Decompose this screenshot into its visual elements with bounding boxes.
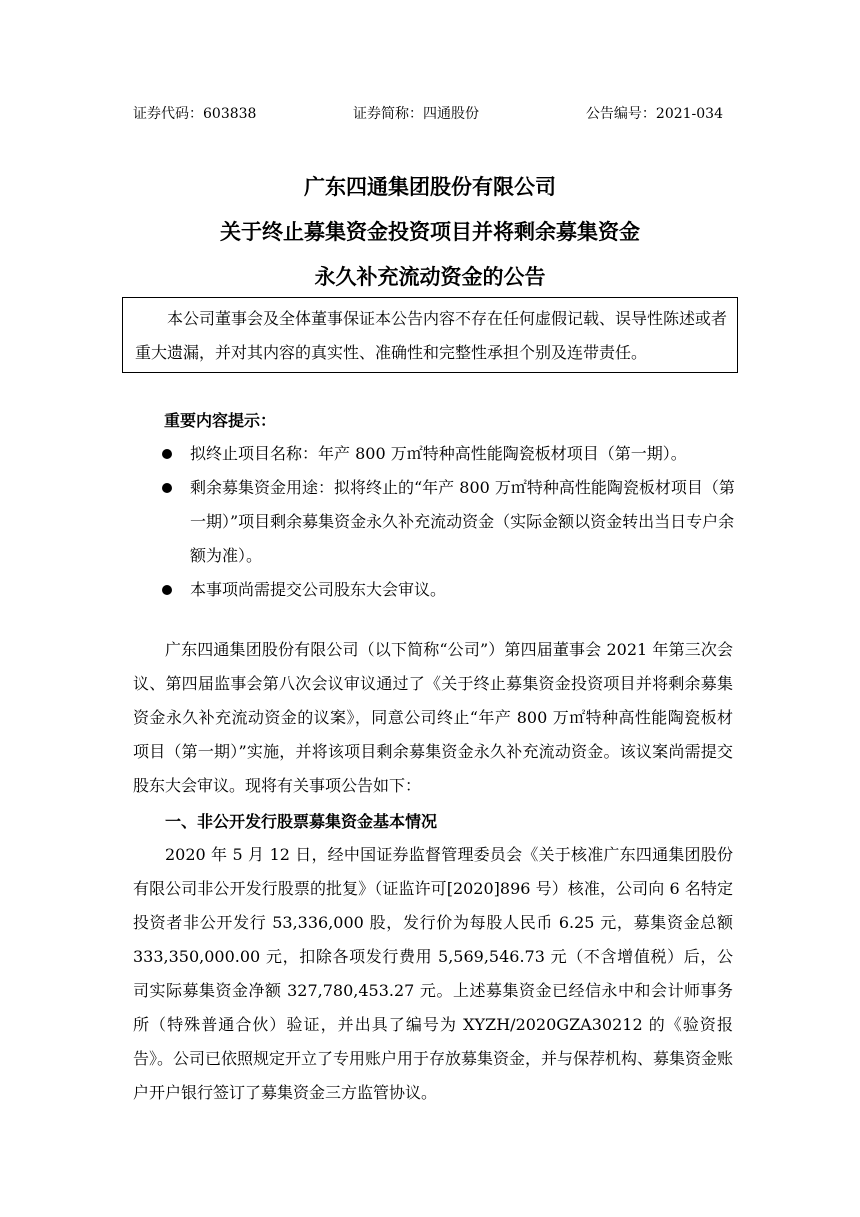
key-points-list [160, 437, 735, 607]
key-point-text: 本事项尚需提交公司股东大会审议。 [190, 580, 447, 599]
section1-paragraph [133, 838, 733, 1110]
bullet-icon [162, 483, 172, 493]
key-point-item [160, 437, 735, 471]
key-point-text: 剩余募集资金用途：拟将终止的“年产 800 万㎡特种高性能陶瓷板材项目（第一期）”项目剩余募集资金永久补充流动资金（实际金额以资金转出当日专户余额为准）。 [190, 478, 735, 565]
disclaimer-box [122, 297, 738, 373]
bullet-icon [162, 585, 172, 595]
intro-text: 广东四通集团股份有限公司（以下简称“公司”）第四届董事会 2021 年第三次会议、第四届监事会第八次会议审议通过了《关于终止募集资金投资项目并将剩余募集资金永久补充流动资金的议案》，同意公司终止“年产 800 万㎡特种高性能陶瓷板材项目（第一期）”实施，并将该项目剩余募集资金永久补充流动资金。该议案尚需提交股东大会审议。现将有关事项公告如下： [133, 640, 733, 795]
key-point-item [160, 573, 735, 607]
disclaimer-text: 本公司董事会及全体董事保证本公告内容不存在任何虚假记载、误导性陈述或者重大遗漏，并对其内容的真实性、准确性和完整性承担个别及连带责任。 [135, 309, 728, 362]
title-company: 广东四通集团股份有限公司 [304, 174, 556, 199]
announcement-number: 公告编号：2021-034 [585, 106, 723, 122]
section1-text: 2020 年 5 月 12 日，经中国证券监督管理委员会《关于核准广东四通集团股份有限公司非公开发行股票的批复》（证监许可[2020]896 号）核准，公司向 6 名特定投资者非公开发行 53,336,000 股，发行价为每股人民币 6.25 元，募集资金总额 333,350,000.00 元，扣除各项发行费用 5,569,546.73 元（不含增值税）后，公司实际募集资金净额 327,780,453.27 元。上述募集资金已经信永中和会计师事务所（特殊普通合伙）验证，并出具了编号为 XYZH/2020GZA30212 的《验资报告》。公司已依照规定开立了专用账户用于存放募集资金，并与保荐机构、募集资金账户开户银行签订了募集资金三方监管协议。 [133, 845, 734, 1102]
intro-paragraph [133, 633, 733, 803]
section-heading-1: 一、非公开发行股票募集资金基本情况 [165, 812, 438, 831]
stock-code: 证券代码：603838 [133, 106, 257, 122]
bullet-icon [162, 449, 172, 459]
key-points-heading: 重要内容提示： [164, 411, 277, 430]
key-point-text: 拟终止项目名称：年产 800 万㎡特种高性能陶瓷板材项目（第一期）。 [190, 444, 687, 463]
key-point-item [160, 471, 735, 573]
title-subject-line1: 关于终止募集资金投资项目并将剩余募集资金 [220, 219, 640, 244]
title-subject-line2: 永久补充流动资金的公告 [314, 264, 546, 289]
stock-abbreviation: 证券简称：四通股份 [353, 106, 479, 122]
